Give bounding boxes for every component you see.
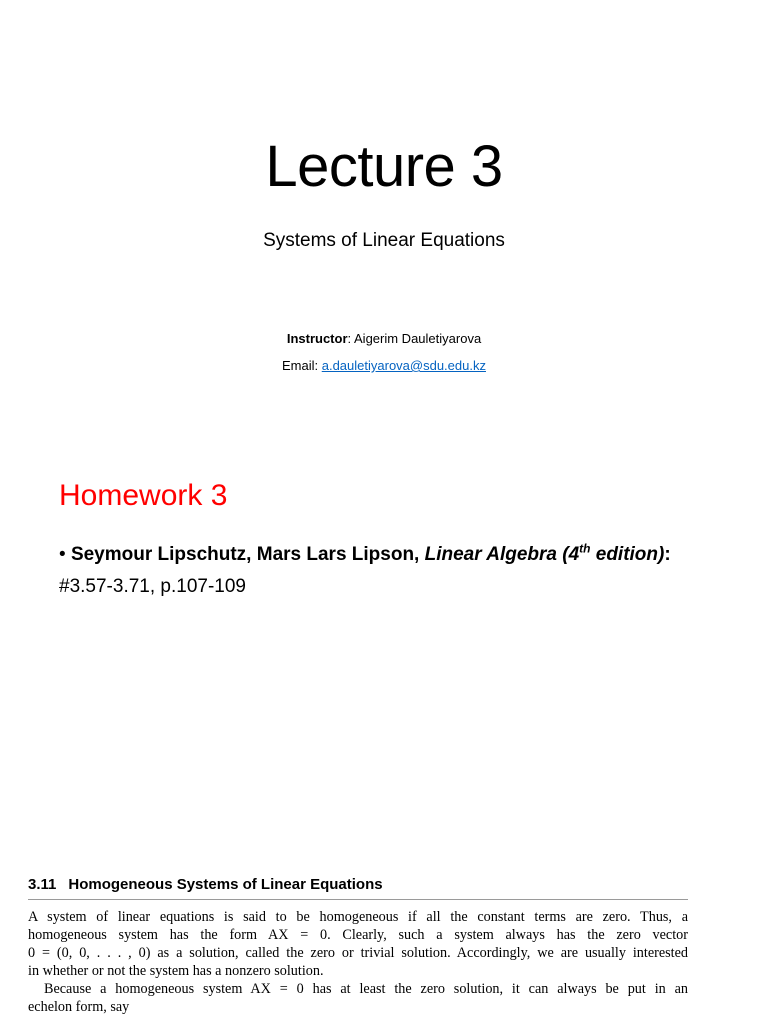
excerpt-line: A system of linear equations is said to be homogeneous if all the constant terms are zero. Thus, a <box>28 909 688 925</box>
email-line <box>0 356 768 376</box>
book-authors: Seymour Lipschutz, Mars Lars Lipson, <box>70 544 425 565</box>
email-link[interactable]: a.dauletiyarova@sdu.edu.kz <box>321 358 486 373</box>
excerpt-line: echelon form, say <box>28 999 130 1015</box>
textbook-excerpt <box>28 874 688 1016</box>
homework-assignment: #3.57-3.71, p.107-109 <box>59 576 246 597</box>
instructor-name: : Aigerim Dauletiyarova <box>347 331 482 346</box>
homework-title: Homework 3 <box>59 479 228 512</box>
section-heading <box>28 874 688 896</box>
homework-reference <box>59 541 671 569</box>
excerpt-paragraph-1 <box>28 908 688 980</box>
section-divider <box>28 899 688 900</box>
page-title: Lecture 3 <box>265 134 503 199</box>
section-number: 3.11 <box>28 876 57 893</box>
subtitle: Systems of Linear Equations <box>263 230 505 251</box>
instructor-label: Instructor <box>286 331 348 346</box>
book-title-sup: th <box>579 541 591 556</box>
book-title-pre: Linear Algebra (4 <box>424 544 580 565</box>
excerpt-line: Because a homogeneous system AX = 0 has at least the zero solution, it can always be put in an <box>44 981 688 997</box>
excerpt-line: 0 = (0, 0, . . . , 0) as a solution, called the zero or trivial solution. Accordingly, we are usually interested <box>28 945 688 961</box>
excerpt-paragraph-2 <box>28 980 688 1016</box>
book-title-post: edition) <box>590 544 665 565</box>
excerpt-line: homogeneous system has the form AX = 0. Clearly, such a system always has the zero vector <box>28 927 688 943</box>
excerpt-line: in whether or not the system has a nonzero solution. <box>28 963 324 979</box>
bullet-icon: • <box>59 544 66 565</box>
email-label: Email: <box>282 358 322 373</box>
book-colon: : <box>664 544 671 565</box>
section-title: Homogeneous Systems of Linear Equations <box>68 876 383 893</box>
instructor-line <box>0 329 768 349</box>
